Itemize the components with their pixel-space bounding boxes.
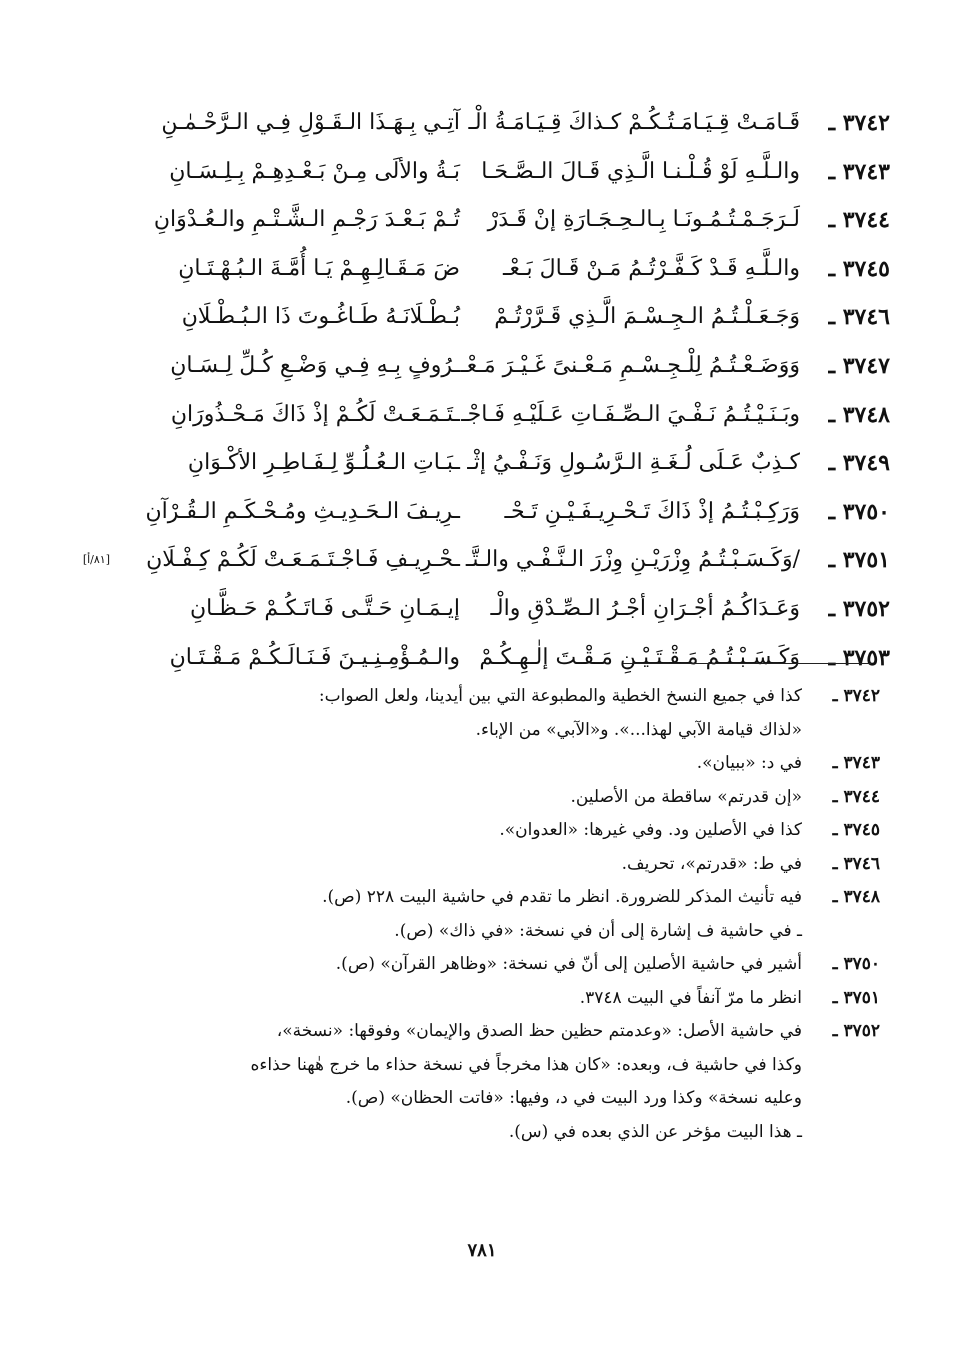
footnote-line	[110, 814, 880, 848]
verse-second-hemistich: ـبَـاتِ الـعُـلُـوِّ لِـفَـاطِـرِ الأكْـوَانِ	[187, 450, 460, 476]
footnote-text: كذا في جميع النسخ الخطية والمطبوعة التي بين أيدينا، ولعل الصواب:	[318, 686, 802, 706]
verse-line	[40, 396, 890, 445]
footnote-text: وعليه نسخة» وكذا ورد البيت في د، وفيها: «فاتت الحظان» (ص).	[345, 1088, 802, 1108]
footnote-number: ٣٧٤٨ ـ	[832, 887, 880, 907]
verse-second-hemistich: تُـمْ بَـعْـدَ رَجْـمِ الـشَّـتْـمِ والـعُـدْوَانِ	[153, 207, 460, 233]
verse-first-hemistich: قَـامَـتْ قِـيَـامَـتُـكُـمْ كـذاكَ قِـيَـامَـةُ الْـ	[468, 110, 800, 135]
verse-line	[40, 201, 890, 250]
verse-number: ٣٧٥١ ـ	[828, 547, 890, 574]
verse-second-hemistich: بَـةُ والألَى مِـنْ بَـعْـدِهِـمْ بِـلِـسَـانِ	[169, 158, 460, 184]
footnote-number: ٣٧٥٠ ـ	[832, 954, 880, 974]
verse-number: ٣٧٤٥ ـ	[828, 255, 890, 282]
verse-second-hemistich: ـتَـمَـعَـتْ لَكُـمْ إذْ ذَاكَ مَـحْـذُورَانِ	[170, 401, 460, 427]
footnote-number: ٣٧٤٦ ـ	[832, 853, 880, 874]
verse-first-hemistich: وبَـنَـيْـتُـمُ نَـفْـيَ الـصِّـفَـاتِ عَـلَيْـهِ فَـاجْـ	[461, 401, 800, 427]
footnote-line	[110, 680, 880, 714]
footnote-text: «إن قدرتم» ساقطة من الأصلين.	[570, 786, 802, 807]
footnote-line	[110, 982, 880, 1016]
footnote-text: انظر ما مرّ آنفاً في البيت ٣٧٤٨.	[579, 987, 802, 1008]
verse-first-hemistich: كـذِبٌ عَـلَى لُـغَـةِ الـرَّسُـولِ وَنَـفْـيُ إثْـ	[467, 450, 800, 476]
verse-number: ٣٧٤٢ ـ	[828, 110, 890, 136]
footnote-text: في د: «ببيان».	[696, 753, 802, 773]
footnote-separator	[623, 663, 871, 664]
verse-second-hemistich: بُـطْـلَانَـهُ طَـاغُـوتَ ذَا الـبُـطْـلَانِ	[181, 304, 460, 330]
verse-number: ٣٧٥٣ ـ	[828, 644, 890, 671]
verse-number: ٣٧٤٦ ـ	[828, 304, 890, 331]
manuscript-ref: [٨١/أ]	[82, 553, 110, 567]
verse-second-hemistich: إيـمَـانِ حَـتَّـى فَـاتَـكُـمْ حَـظَّـانِ	[189, 595, 460, 621]
verse-line	[40, 590, 890, 639]
verse-second-hemistich: ـرُوفٍ بِـهِ فِـي وَضْـعِ كُـلِّ لِـسَـانِ	[170, 352, 460, 378]
verse-line	[40, 347, 890, 396]
footnote-line	[110, 781, 880, 815]
verse-second-hemistich: ضَ مَـقَـالِـهِـمْ يَـا أُمَّـةَ الـبُـهْـتَـانِ	[178, 255, 460, 281]
footnote-line	[110, 747, 880, 781]
verse-number: ٣٧٤٣ ـ	[828, 158, 890, 185]
footnote-number: ٣٧٥١ ـ	[832, 987, 880, 1008]
footnote-text: وكذا في حاشية ف، وبعده: «كان هذا مخرجاً في نسخة حذاء ما خرج هٰهنا حذاءه	[250, 1054, 802, 1075]
footnote-number: ٣٧٤٥ ـ	[832, 820, 880, 840]
verse-first-hemistich: وَرَكِـبْـتُـمُ إذْ ذَاكَ تَـحْـرِيـفَـيْـنِ تَـحْـ	[504, 498, 800, 524]
footnote-number: ٣٧٤٣ ـ	[832, 753, 880, 773]
footnote-text: في حاشية الأصل: «وعدمتم حظين حظ الصدق والإيمان» وفوقها: «نسخة»،	[276, 1021, 802, 1041]
footnote-text: فيه تأنيث المذكر للضرورة. انظر ما تقدم في حاشية البيت ٢٢٨ (ص).	[322, 887, 802, 907]
footnote-text: في ط: «قدرتم»، تحريف.	[621, 853, 802, 874]
footnote-number: ٣٧٤٤ ـ	[832, 786, 880, 807]
verse-second-hemistich: والـمُـؤْمِـنِـيـنَ فَـنَـالَـكُـمْ مَـقْـتَـانِ	[169, 644, 460, 670]
verse-line	[40, 541, 890, 590]
footnote-number: ٣٧٥٢ ـ	[832, 1021, 880, 1041]
verse-line	[40, 104, 890, 153]
footnote-text: ـ هذا البيت مؤخر عن الذي بعده في (س).	[508, 1121, 802, 1142]
verse-second-hemistich: آتِـي بِـهَـذَا الـقَـوْلِ فِـي الـرَّحْـمٰـنِ	[161, 110, 460, 135]
footnote-text: كذا في الأصلين ود. وفي غيرها: «العدوان».	[499, 820, 802, 840]
verse-number: ٣٧٤٩ ـ	[828, 450, 890, 477]
footnote-line	[110, 1116, 880, 1150]
footnote-text: أشير في حاشية الأصلين إلى أنّ في نسخة: «وظاهر القرآن» (ص).	[335, 954, 802, 974]
verse-first-hemistich: وَعَـدَاكُـمُ أجْـرَانِ أجْـرُ الـصِّـدْقِ والْـ	[490, 595, 800, 621]
verse-first-hemistich: والـلَّـهِ قَـدْ كَـفَّـرْتُـمُ مَـنْ قَـالَ بَـعْـ	[503, 255, 800, 281]
verse-first-hemistich: لَـرَجَـمْـتُـمُـونَـا بِـالـحِـجَـارَةِ إنْ قَـدَرْ	[487, 207, 800, 233]
verse-line	[40, 298, 890, 347]
verse-line	[40, 444, 890, 493]
verse-line	[40, 250, 890, 299]
footnote-line	[110, 1049, 880, 1083]
verse-number: ٣٧٤٧ ـ	[828, 352, 890, 379]
verse-line	[40, 493, 890, 542]
footnote-line	[110, 1082, 880, 1116]
verse-first-hemistich: وَكَـسَـبْـتُـمُ مَـقْـتَـيْـنِ مَـقْـتَ إلٰـهِـكُـمْ	[479, 644, 800, 670]
footnote-text: «لذاك قيامة الآبي لهذا...». و«الآبي» من الإباء.	[475, 719, 802, 740]
verse-number: ٣٧٤٨ ـ	[828, 401, 890, 428]
verse-first-hemistich: وَوَضَـعْـتُـمُ لِلْـجِـسْـمِ مَـعْـنىً غَـيْـرَ مَـعْـ	[460, 352, 800, 378]
footnotes	[110, 680, 880, 1149]
verse-line	[40, 153, 890, 202]
verse-first-hemistich: وَجَـعَـلْـتُـمُ الـجِـسْـمَ الَّـذِي قَـرَّرْتُـمْ	[494, 304, 800, 330]
verse-first-hemistich: /وَكَـسَـبْـتُـمُ وِزْرَيْـنِ وِزْرَ الـنَّـفْـي والـتَّـ	[465, 547, 800, 573]
footnote-line	[110, 714, 880, 748]
footnote-line	[110, 881, 880, 915]
verse-number: ٣٧٤٤ ـ	[828, 207, 890, 234]
verse-block	[40, 104, 890, 687]
page-number: ٧٨١	[467, 1240, 497, 1261]
verse-second-hemistich: ـرِيـفَ الـحَـدِيـثِ ومُـحْـكَـمِ الـقُـرْآنِ	[145, 498, 460, 524]
footnote-line	[110, 848, 880, 882]
footnote-line	[110, 948, 880, 982]
footnote-text: ـ في حاشية ف إشارة إلى أن في نسخة: «في ذاك» (ص).	[394, 920, 802, 941]
footnote-line	[110, 915, 880, 949]
verse-number: ٣٧٥٠ ـ	[828, 498, 890, 525]
verse-second-hemistich: ـحْـرِيـفِ فَـاجْـتَـمَـعَـتْ لَكُـمْ كِـفْـلَانِ	[146, 547, 460, 573]
verse-first-hemistich: والـلَّـهِ لَوْ قُـلْـنـا الَّـذِي قَـالَ الـصَّـحَـا	[481, 158, 800, 184]
verse-number: ٣٧٥٢ ـ	[828, 595, 890, 622]
footnote-number: ٣٧٤٢ ـ	[832, 686, 880, 706]
footnote-line	[110, 1015, 880, 1049]
